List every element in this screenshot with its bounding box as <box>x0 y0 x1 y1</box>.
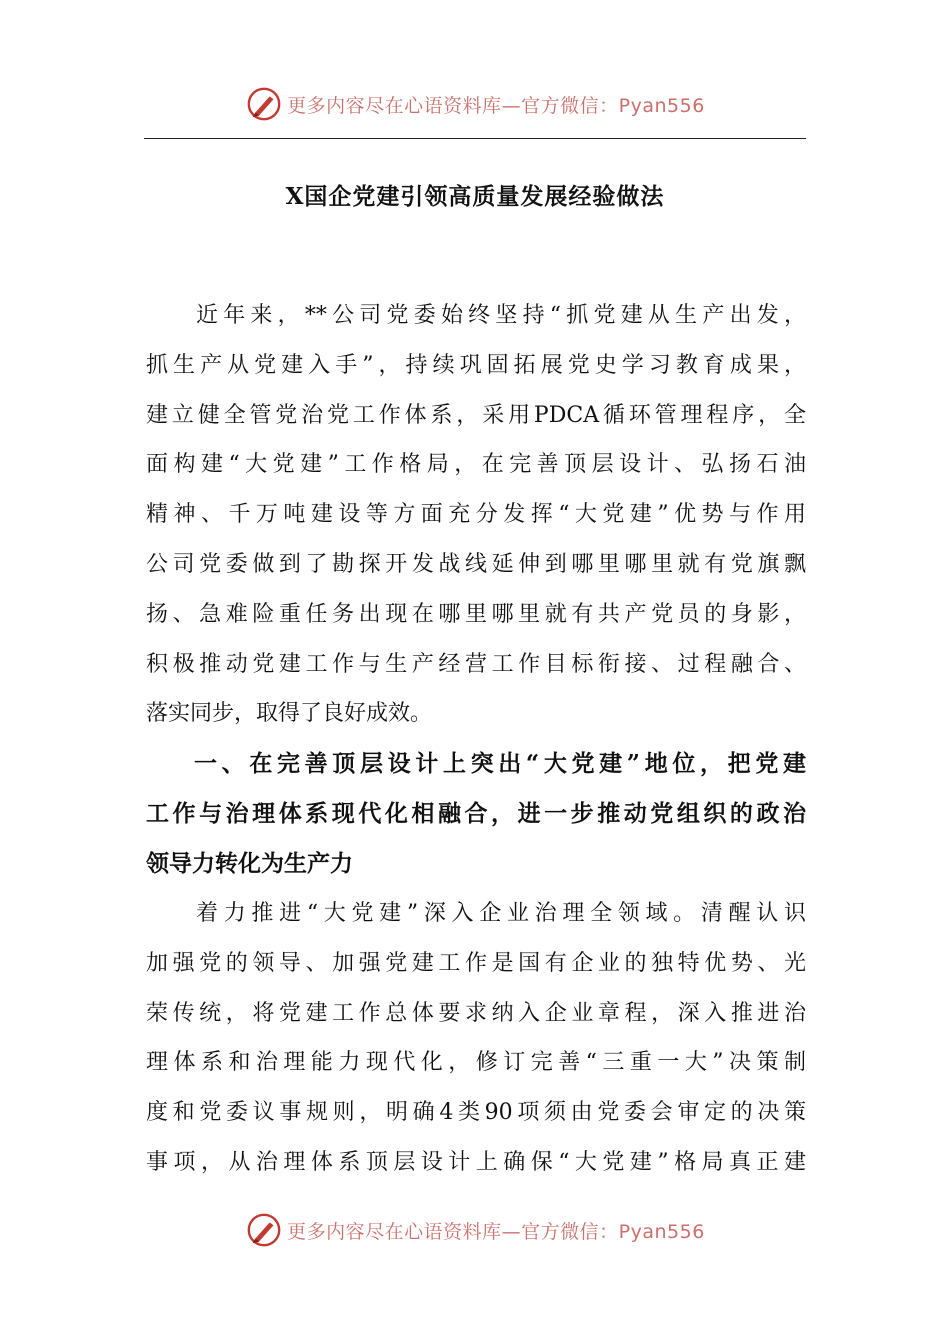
pen-logo-icon <box>245 85 283 123</box>
header-divider <box>144 138 806 139</box>
text-line: 落实同步，取得了良好成效。 <box>146 701 433 727</box>
text-line: 度和党委议事规则，明确4类90项须由党委会审定的决策 <box>146 1100 806 1126</box>
text-line: 精神、千万吨建设等方面充分发挥“大党建”优势与作用 <box>146 502 806 528</box>
text-line: 理体系和治理能力现代化，修订完善“三重一大”决策制 <box>146 1050 806 1076</box>
heading-line: 工作与治理体系现代化相融合，进一步推动党组织的政治 <box>146 799 806 827</box>
heading-line: 一、在完善顶层设计上突出“大党建”地位，把党建 <box>194 750 806 777</box>
section-heading-1 <box>146 739 806 888</box>
watermark-text: 更多内容尽在心语资料库—官方微信：Pyan556 <box>287 94 705 117</box>
footer-watermark <box>0 1206 950 1254</box>
document-title: X国企党建引领高质量发展经验做法 <box>285 183 665 210</box>
text-line: 面构建“大党建”工作格局，在完善顶层设计、弘扬石油 <box>146 452 806 478</box>
heading-line: 领导力转化为生产力 <box>146 849 353 877</box>
text-line: 建立健全管党治党工作体系，采用PDCA循环管理程序，全 <box>146 402 806 428</box>
text-line: 公司党委做到了勘探开发战线延伸到哪里哪里就有党旗飘 <box>146 551 806 577</box>
paragraph-intro <box>146 291 806 739</box>
text-line: 事项，从治理体系顶层设计上确保“大党建”格局真正建 <box>146 1149 806 1175</box>
pen-logo-icon <box>245 1211 283 1249</box>
text-line: 着力推进“大党建”深入企业治理全领域。清醒认识 <box>196 901 806 926</box>
text-line: 加强党的领导、加强党建工作是国有企业的独特优势、光 <box>146 950 806 976</box>
header-watermark <box>0 80 950 128</box>
paragraph-section-1 <box>146 889 806 1188</box>
watermark-text: 更多内容尽在心语资料库—官方微信：Pyan556 <box>287 1220 705 1243</box>
text-line: 扬、急难险重任务出现在哪里哪里就有共产党员的身影， <box>146 601 806 627</box>
text-line: 积极推动党建工作与生产经营工作目标衔接、过程融合、 <box>146 651 806 677</box>
text-line: 近年来，**公司党委始终坚持“抓党建从生产出发， <box>196 303 806 328</box>
text-line: 荣传统，将党建工作总体要求纳入企业章程，深入推进治 <box>146 1000 806 1026</box>
text-line: 抓生产从党建入手”，持续巩固拓展党史学习教育成果， <box>146 352 806 378</box>
